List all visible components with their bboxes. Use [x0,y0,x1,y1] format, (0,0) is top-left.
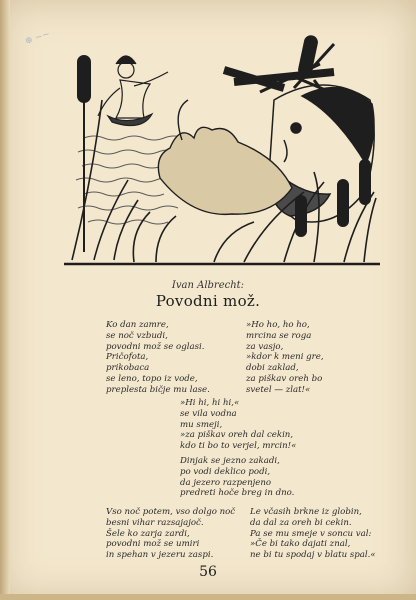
illustration-water-man [64,30,380,266]
stanza-1: Ko dan zamre, se noč vzbudi, povodni mož se oglasi. Pričofota, prikobaca se leno, topo iz vode, preplesta bičje mu lase. [106,320,210,395]
stanza-3: »Hi hi, hi hi,« se vila vodna mu smeji, »za piškav oreh dal cekin, kdo ti bo to verjel, mrcin!« [180,398,297,452]
author-byline: Ivan Albrecht: [171,280,245,291]
stanza-4: Dinjak se jezno zakadi, po vodi deklico podi, da jezero razpenjeno predreti hoče breg in dno. [180,456,295,499]
page-bottom-edge [0,594,416,600]
water-nymph-figure [98,56,168,126]
library-stamp: ⊛ ~~ [23,29,52,47]
stanza-5: Vso noč potem, vso dolgo noč besni vihar razsajajoč. Šele ko zarja zardi, povodni mož se umiri in spehan v jezeru zaspi. [106,507,236,561]
poem-title: Povodni mož. [155,292,261,310]
stanza-2: »Ho ho, ho ho, mrcina se roga za vasjo, »kdor k meni gre, dobi zaklad, za piškav oreh bo svetel — zlat!« [246,320,324,395]
page-number: 56 [199,564,217,580]
stanza-6: Le včasih brkne iz globin, da dal za oreh bi cekin. Pa se mu smeje v soncu val: »Če bi tako dajati znal, ne bi tu spodaj v blatu spal.« [250,507,376,561]
